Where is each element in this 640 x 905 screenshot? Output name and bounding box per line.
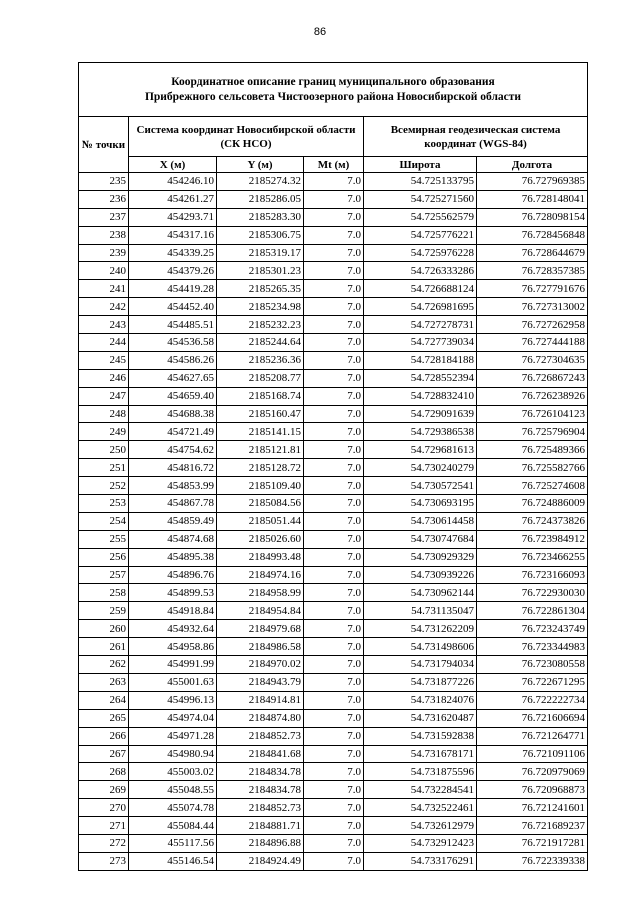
mt-cell: 7.0 — [304, 584, 364, 602]
point-number-cell: 240 — [79, 262, 129, 280]
header-x: X (м) — [129, 157, 217, 173]
y-cell: 2185208.77 — [217, 369, 304, 387]
latitude-cell: 54.731875596 — [364, 763, 477, 781]
longitude-cell: 76.725582766 — [477, 459, 588, 477]
y-cell: 2185051.44 — [217, 512, 304, 530]
header-local-system: Система координат Новосибирской области (СК НСО) — [129, 117, 364, 157]
mt-cell: 7.0 — [304, 709, 364, 727]
point-number-cell: 244 — [79, 334, 129, 352]
table-row — [79, 369, 588, 387]
table-row — [79, 423, 588, 441]
latitude-cell: 54.727739034 — [364, 334, 477, 352]
longitude-cell: 76.722861304 — [477, 602, 588, 620]
table-row — [79, 602, 588, 620]
x-cell: 454932.64 — [129, 620, 217, 638]
table-row — [79, 781, 588, 799]
table-row — [79, 441, 588, 459]
mt-cell: 7.0 — [304, 334, 364, 352]
latitude-cell: 54.732284541 — [364, 781, 477, 799]
table-row — [79, 566, 588, 584]
table-row — [79, 190, 588, 208]
latitude-cell: 54.731877226 — [364, 673, 477, 691]
longitude-cell: 76.722930030 — [477, 584, 588, 602]
latitude-cell: 54.725562579 — [364, 208, 477, 226]
point-number-cell: 258 — [79, 584, 129, 602]
longitude-cell: 76.727969385 — [477, 173, 588, 191]
longitude-cell: 76.728357385 — [477, 262, 588, 280]
longitude-cell: 76.728098154 — [477, 208, 588, 226]
table-row — [79, 512, 588, 530]
point-number-cell: 257 — [79, 566, 129, 584]
y-cell: 2184914.81 — [217, 691, 304, 709]
point-number-cell: 242 — [79, 298, 129, 316]
longitude-cell: 76.728148041 — [477, 190, 588, 208]
point-number-cell: 248 — [79, 405, 129, 423]
coordinates-table — [78, 62, 588, 871]
mt-cell: 7.0 — [304, 423, 364, 441]
page-number: 86 — [313, 26, 327, 38]
mt-cell: 7.0 — [304, 763, 364, 781]
longitude-cell: 76.722671295 — [477, 673, 588, 691]
latitude-cell: 54.729386538 — [364, 423, 477, 441]
mt-cell: 7.0 — [304, 208, 364, 226]
x-cell: 454317.16 — [129, 226, 217, 244]
longitude-cell: 76.725796904 — [477, 423, 588, 441]
point-number-cell: 255 — [79, 530, 129, 548]
x-cell: 454895.38 — [129, 548, 217, 566]
mt-cell: 7.0 — [304, 512, 364, 530]
table-row — [79, 405, 588, 423]
longitude-cell: 76.721241601 — [477, 799, 588, 817]
y-cell: 2185283.30 — [217, 208, 304, 226]
longitude-cell: 76.722222734 — [477, 691, 588, 709]
mt-cell: 7.0 — [304, 387, 364, 405]
longitude-cell: 76.726238926 — [477, 387, 588, 405]
latitude-cell: 54.732912423 — [364, 834, 477, 852]
longitude-cell: 76.723243749 — [477, 620, 588, 638]
table-row — [79, 548, 588, 566]
mt-cell: 7.0 — [304, 441, 364, 459]
table-row — [79, 709, 588, 727]
y-cell: 2185265.35 — [217, 280, 304, 298]
y-cell: 2184834.78 — [217, 781, 304, 799]
latitude-cell: 54.726688124 — [364, 280, 477, 298]
y-cell: 2184943.79 — [217, 673, 304, 691]
x-cell: 454261.27 — [129, 190, 217, 208]
point-number-cell: 238 — [79, 226, 129, 244]
latitude-cell: 54.725976228 — [364, 244, 477, 262]
latitude-cell: 54.730962144 — [364, 584, 477, 602]
table-row — [79, 727, 588, 745]
latitude-cell: 54.733176291 — [364, 852, 477, 870]
x-cell: 454536.58 — [129, 334, 217, 352]
longitude-cell: 76.724886009 — [477, 495, 588, 513]
x-cell: 454688.38 — [129, 405, 217, 423]
y-cell: 2185168.74 — [217, 387, 304, 405]
x-cell: 454246.10 — [129, 173, 217, 191]
mt-cell: 7.0 — [304, 477, 364, 495]
latitude-cell: 54.731620487 — [364, 709, 477, 727]
longitude-cell: 76.721689237 — [477, 817, 588, 835]
y-cell: 2184974.16 — [217, 566, 304, 584]
point-number-cell: 245 — [79, 351, 129, 369]
x-cell: 454339.25 — [129, 244, 217, 262]
header-y: Y (м) — [217, 157, 304, 173]
mt-cell: 7.0 — [304, 226, 364, 244]
point-number-cell: 264 — [79, 691, 129, 709]
mt-cell: 7.0 — [304, 691, 364, 709]
x-cell: 455117.56 — [129, 834, 217, 852]
latitude-cell: 54.731678171 — [364, 745, 477, 763]
table-row — [79, 638, 588, 656]
point-number-cell: 241 — [79, 280, 129, 298]
header-point-number: № точки — [79, 117, 129, 173]
latitude-cell: 54.730939226 — [364, 566, 477, 584]
latitude-cell: 54.730929329 — [364, 548, 477, 566]
longitude-cell: 76.724373826 — [477, 512, 588, 530]
longitude-cell: 76.722339338 — [477, 852, 588, 870]
table-row — [79, 656, 588, 674]
x-cell: 455001.63 — [129, 673, 217, 691]
mt-cell: 7.0 — [304, 745, 364, 763]
table-row — [79, 620, 588, 638]
point-number-cell: 260 — [79, 620, 129, 638]
table-row — [79, 298, 588, 316]
longitude-cell: 76.727262958 — [477, 316, 588, 334]
point-number-cell: 243 — [79, 316, 129, 334]
mt-cell: 7.0 — [304, 495, 364, 513]
mt-cell: 7.0 — [304, 852, 364, 870]
table-row — [79, 763, 588, 781]
point-number-cell: 265 — [79, 709, 129, 727]
latitude-cell: 54.728552394 — [364, 369, 477, 387]
longitude-cell: 76.728644679 — [477, 244, 588, 262]
header-wgs-system: Всемирная геодезическая система координат (WGS-84) — [364, 117, 588, 157]
y-cell: 2184958.99 — [217, 584, 304, 602]
table-row — [79, 817, 588, 835]
mt-cell: 7.0 — [304, 298, 364, 316]
table-row — [79, 673, 588, 691]
longitude-cell: 76.721917281 — [477, 834, 588, 852]
longitude-cell: 76.721091106 — [477, 745, 588, 763]
x-cell: 454859.49 — [129, 512, 217, 530]
latitude-cell: 54.731592838 — [364, 727, 477, 745]
x-cell: 454958.86 — [129, 638, 217, 656]
point-number-cell: 261 — [79, 638, 129, 656]
point-number-cell: 270 — [79, 799, 129, 817]
table-row — [79, 173, 588, 191]
mt-cell: 7.0 — [304, 530, 364, 548]
table-body — [79, 173, 588, 871]
table-row — [79, 226, 588, 244]
y-cell: 2185236.36 — [217, 351, 304, 369]
longitude-cell: 76.721264771 — [477, 727, 588, 745]
x-cell: 454874.68 — [129, 530, 217, 548]
table-row — [79, 852, 588, 870]
latitude-cell: 54.730572541 — [364, 477, 477, 495]
point-number-cell: 259 — [79, 602, 129, 620]
point-number-cell: 236 — [79, 190, 129, 208]
mt-cell: 7.0 — [304, 656, 364, 674]
latitude-cell: 54.726981695 — [364, 298, 477, 316]
x-cell: 454659.40 — [129, 387, 217, 405]
x-cell: 454980.94 — [129, 745, 217, 763]
table-row — [79, 834, 588, 852]
mt-cell: 7.0 — [304, 316, 364, 334]
x-cell: 455074.78 — [129, 799, 217, 817]
x-cell: 454586.26 — [129, 351, 217, 369]
y-cell: 2184986.58 — [217, 638, 304, 656]
table-row — [79, 459, 588, 477]
latitude-cell: 54.732522461 — [364, 799, 477, 817]
y-cell: 2185244.64 — [217, 334, 304, 352]
point-number-cell: 271 — [79, 817, 129, 835]
table-title-line-1: Координатное описание границ муниципального образования — [171, 75, 495, 88]
header-mt: Mt (м) — [304, 157, 364, 173]
table-row — [79, 495, 588, 513]
mt-cell: 7.0 — [304, 566, 364, 584]
x-cell: 454896.76 — [129, 566, 217, 584]
mt-cell: 7.0 — [304, 244, 364, 262]
point-number-cell: 267 — [79, 745, 129, 763]
x-cell: 454816.72 — [129, 459, 217, 477]
y-cell: 2185121.81 — [217, 441, 304, 459]
y-cell: 2184954.84 — [217, 602, 304, 620]
latitude-cell: 54.730614458 — [364, 512, 477, 530]
latitude-cell: 54.731262209 — [364, 620, 477, 638]
longitude-cell: 76.727313002 — [477, 298, 588, 316]
x-cell: 454974.04 — [129, 709, 217, 727]
point-number-cell: 251 — [79, 459, 129, 477]
mt-cell: 7.0 — [304, 262, 364, 280]
x-cell: 454754.62 — [129, 441, 217, 459]
longitude-cell: 76.723344983 — [477, 638, 588, 656]
table-row — [79, 530, 588, 548]
table-row — [79, 351, 588, 369]
mt-cell: 7.0 — [304, 602, 364, 620]
point-number-cell: 249 — [79, 423, 129, 441]
table-title — [79, 63, 588, 117]
longitude-cell: 76.728456848 — [477, 226, 588, 244]
point-number-cell: 256 — [79, 548, 129, 566]
latitude-cell: 54.731135047 — [364, 602, 477, 620]
y-cell: 2185286.05 — [217, 190, 304, 208]
point-number-cell: 235 — [79, 173, 129, 191]
x-cell: 454379.26 — [129, 262, 217, 280]
latitude-cell: 54.731824076 — [364, 691, 477, 709]
x-cell: 454419.28 — [129, 280, 217, 298]
table-row — [79, 691, 588, 709]
table-row — [79, 745, 588, 763]
latitude-cell: 54.730240279 — [364, 459, 477, 477]
x-cell: 454899.53 — [129, 584, 217, 602]
latitude-cell: 54.730747684 — [364, 530, 477, 548]
x-cell: 454971.28 — [129, 727, 217, 745]
mt-cell: 7.0 — [304, 548, 364, 566]
longitude-cell: 76.727304635 — [477, 351, 588, 369]
y-cell: 2185141.15 — [217, 423, 304, 441]
y-cell: 2185232.23 — [217, 316, 304, 334]
longitude-cell: 76.725489366 — [477, 441, 588, 459]
latitude-cell: 54.731498606 — [364, 638, 477, 656]
longitude-cell: 76.723166093 — [477, 566, 588, 584]
x-cell: 455048.55 — [129, 781, 217, 799]
y-cell: 2185084.56 — [217, 495, 304, 513]
table-row — [79, 208, 588, 226]
mt-cell: 7.0 — [304, 620, 364, 638]
x-cell: 454485.51 — [129, 316, 217, 334]
x-cell: 454867.78 — [129, 495, 217, 513]
mt-cell: 7.0 — [304, 781, 364, 799]
table-row — [79, 244, 588, 262]
mt-cell: 7.0 — [304, 799, 364, 817]
y-cell: 2185274.32 — [217, 173, 304, 191]
y-cell: 2185160.47 — [217, 405, 304, 423]
x-cell: 454721.49 — [129, 423, 217, 441]
table-row — [79, 387, 588, 405]
y-cell: 2184841.68 — [217, 745, 304, 763]
longitude-cell: 76.723080558 — [477, 656, 588, 674]
mt-cell: 7.0 — [304, 351, 364, 369]
y-cell: 2184979.68 — [217, 620, 304, 638]
mt-cell: 7.0 — [304, 673, 364, 691]
mt-cell: 7.0 — [304, 638, 364, 656]
point-number-cell: 272 — [79, 834, 129, 852]
x-cell: 454293.71 — [129, 208, 217, 226]
latitude-cell: 54.729681613 — [364, 441, 477, 459]
latitude-cell: 54.725271560 — [364, 190, 477, 208]
latitude-cell: 54.730693195 — [364, 495, 477, 513]
latitude-cell: 54.732612979 — [364, 817, 477, 835]
y-cell: 2185319.17 — [217, 244, 304, 262]
x-cell: 454853.99 — [129, 477, 217, 495]
table-row — [79, 316, 588, 334]
y-cell: 2184852.73 — [217, 799, 304, 817]
latitude-cell: 54.731794034 — [364, 656, 477, 674]
x-cell: 455084.44 — [129, 817, 217, 835]
point-number-cell: 250 — [79, 441, 129, 459]
y-cell: 2184993.48 — [217, 548, 304, 566]
longitude-cell: 76.727791676 — [477, 280, 588, 298]
y-cell: 2184881.71 — [217, 817, 304, 835]
table-row — [79, 799, 588, 817]
y-cell: 2184874.80 — [217, 709, 304, 727]
header-latitude: Широта — [364, 157, 477, 173]
longitude-cell: 76.726867243 — [477, 369, 588, 387]
table-row — [79, 280, 588, 298]
latitude-cell: 54.726333286 — [364, 262, 477, 280]
latitude-cell: 54.725133795 — [364, 173, 477, 191]
point-number-cell: 269 — [79, 781, 129, 799]
longitude-cell: 76.725274608 — [477, 477, 588, 495]
y-cell: 2184834.78 — [217, 763, 304, 781]
mt-cell: 7.0 — [304, 173, 364, 191]
y-cell: 2184896.88 — [217, 834, 304, 852]
table-row — [79, 584, 588, 602]
point-number-cell: 263 — [79, 673, 129, 691]
mt-cell: 7.0 — [304, 817, 364, 835]
table-title-line-2: Прибрежного сельсовета Чистоозерного района Новосибирской области — [144, 90, 522, 103]
y-cell: 2185026.60 — [217, 530, 304, 548]
longitude-cell: 76.720968873 — [477, 781, 588, 799]
longitude-cell: 76.723984912 — [477, 530, 588, 548]
mt-cell: 7.0 — [304, 727, 364, 745]
header-longitude: Долгота — [477, 157, 588, 173]
longitude-cell: 76.723466255 — [477, 548, 588, 566]
longitude-cell: 76.727444188 — [477, 334, 588, 352]
mt-cell: 7.0 — [304, 834, 364, 852]
longitude-cell: 76.721606694 — [477, 709, 588, 727]
mt-cell: 7.0 — [304, 405, 364, 423]
y-cell: 2184924.49 — [217, 852, 304, 870]
x-cell: 454452.40 — [129, 298, 217, 316]
y-cell: 2185109.40 — [217, 477, 304, 495]
table-row — [79, 334, 588, 352]
mt-cell: 7.0 — [304, 459, 364, 477]
point-number-cell: 252 — [79, 477, 129, 495]
point-number-cell: 253 — [79, 495, 129, 513]
longitude-cell: 76.726104123 — [477, 405, 588, 423]
longitude-cell: 76.720979069 — [477, 763, 588, 781]
table-row — [79, 477, 588, 495]
y-cell: 2184852.73 — [217, 727, 304, 745]
y-cell: 2185301.23 — [217, 262, 304, 280]
y-cell: 2184970.02 — [217, 656, 304, 674]
point-number-cell: 254 — [79, 512, 129, 530]
x-cell: 455146.54 — [129, 852, 217, 870]
x-cell: 454918.84 — [129, 602, 217, 620]
x-cell: 454996.13 — [129, 691, 217, 709]
y-cell: 2185128.72 — [217, 459, 304, 477]
y-cell: 2185234.98 — [217, 298, 304, 316]
point-number-cell: 262 — [79, 656, 129, 674]
x-cell: 454627.65 — [129, 369, 217, 387]
x-cell: 454991.99 — [129, 656, 217, 674]
point-number-cell: 266 — [79, 727, 129, 745]
point-number-cell: 246 — [79, 369, 129, 387]
point-number-cell: 273 — [79, 852, 129, 870]
latitude-cell: 54.728184188 — [364, 351, 477, 369]
latitude-cell: 54.725776221 — [364, 226, 477, 244]
point-number-cell: 268 — [79, 763, 129, 781]
point-number-cell: 237 — [79, 208, 129, 226]
point-number-cell: 239 — [79, 244, 129, 262]
mt-cell: 7.0 — [304, 190, 364, 208]
latitude-cell: 54.729091639 — [364, 405, 477, 423]
mt-cell: 7.0 — [304, 280, 364, 298]
mt-cell: 7.0 — [304, 369, 364, 387]
latitude-cell: 54.728832410 — [364, 387, 477, 405]
table-row — [79, 262, 588, 280]
y-cell: 2185306.75 — [217, 226, 304, 244]
latitude-cell: 54.727278731 — [364, 316, 477, 334]
point-number-cell: 247 — [79, 387, 129, 405]
x-cell: 455003.02 — [129, 763, 217, 781]
